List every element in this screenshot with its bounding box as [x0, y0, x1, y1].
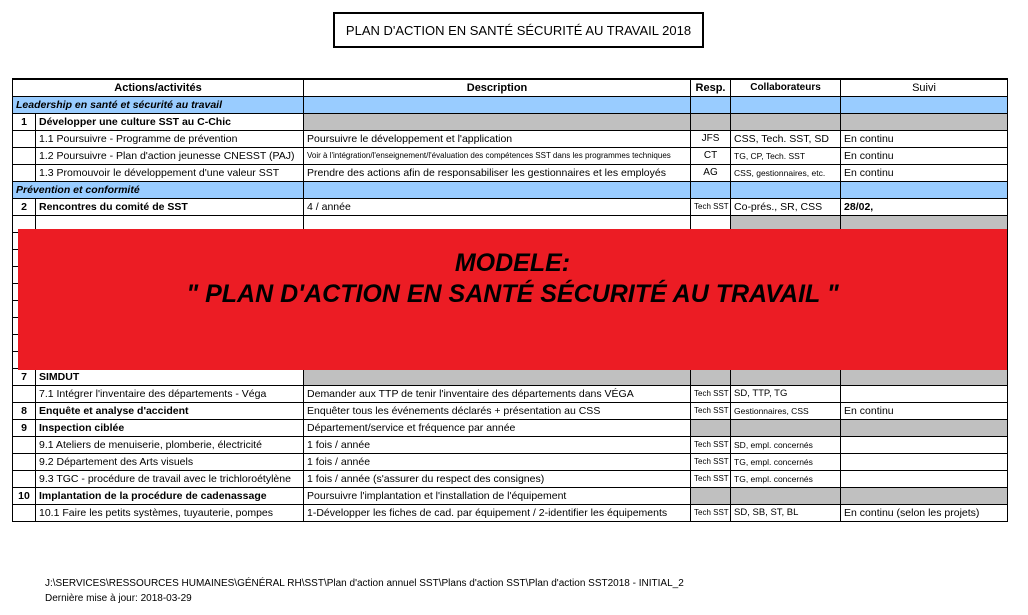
row-number: 9 — [13, 420, 36, 437]
resp-cell: Tech SST — [691, 386, 731, 403]
action-cell: 1.3 Promouvoir le développement d'une valeur SST — [36, 165, 304, 182]
row-number: 1 — [13, 114, 36, 131]
header-suivi: Suivi — [841, 79, 1008, 97]
collab-cell: CSS, gestionnaires, etc. — [731, 165, 841, 182]
table-row — [13, 131, 1008, 148]
row-number: 10 — [13, 488, 36, 505]
action-cell: 9.3 TGC - procédure de travail avec le trichloroétylène — [36, 471, 304, 488]
document-title: PLAN D'ACTION EN SANTÉ SÉCURITÉ AU TRAVAIL 2018 — [333, 12, 704, 48]
footer-file-path: J:\SERVICES\RESSOURCES HUMAINES\GÉNÉRAL RH\SST\Plan d'action annuel SST\Plans d'action SST\Plan d'action SST2018 - INITIAL_2 — [45, 578, 684, 589]
overlay-line-2: " PLAN D'ACTION EN SANTÉ SÉCURITÉ AU TRAVAIL " — [186, 280, 839, 308]
resp-cell: Tech SST — [691, 454, 731, 471]
description-cell: Demander aux TTP de tenir l'inventaire des départements dans VÉGA — [304, 386, 691, 403]
description-cell: Prendre des actions afin de responsabiliser les gestionnaires et les employés — [304, 165, 691, 182]
resp-cell: Tech SST — [691, 199, 731, 216]
header-actions: Actions/activités — [13, 79, 304, 97]
table-row — [13, 471, 1008, 488]
table-row — [13, 454, 1008, 471]
table-row — [13, 420, 1008, 437]
resp-cell: JFS — [691, 131, 731, 148]
description-cell: Poursuivre le développement et l'application — [304, 131, 691, 148]
action-cell: 1.2 Poursuivre - Plan d'action jeunesse CNESST (PAJ) — [36, 148, 304, 165]
action-cell: Développer une culture SST au C-Chic — [36, 114, 304, 131]
suivi-cell: En continu — [841, 403, 1008, 420]
section-prevention: Prévention et conformité — [13, 182, 304, 199]
action-cell: Implantation de la procédure de cadenassage — [36, 488, 304, 505]
action-cell: 9.1 Ateliers de menuiserie, plomberie, électricité — [36, 437, 304, 454]
action-cell: 9.2 Département des Arts visuels — [36, 454, 304, 471]
suivi-cell: En continu — [841, 131, 1008, 148]
action-cell: Inspection ciblée — [36, 420, 304, 437]
description-cell: 1-Développer les fiches de cad. par équipement / 2-identifier les équipements — [304, 505, 691, 522]
suivi-cell: En continu (selon les projets) — [841, 505, 1008, 522]
description-cell: 4 / année — [304, 199, 691, 216]
action-cell: 10.1 Faire les petits systèmes, tuyauterie, pompes — [36, 505, 304, 522]
section-row — [13, 97, 1008, 114]
table-row — [13, 488, 1008, 505]
table-row — [13, 403, 1008, 420]
collab-cell: TG, empl. concernés — [731, 471, 841, 488]
resp-cell: Tech SST — [691, 437, 731, 454]
suivi-cell: En continu — [841, 148, 1008, 165]
description-cell: 1 fois / année — [304, 454, 691, 471]
collab-cell: Gestionnaires, CSS — [731, 403, 841, 420]
table-header-row — [13, 79, 1008, 97]
collab-cell: TG, empl. concernés — [731, 454, 841, 471]
collab-cell: SD, TTP, TG — [731, 386, 841, 403]
description-cell: Département/service et fréquence par année — [304, 420, 691, 437]
description-cell: 1 fois / année (s'assurer du respect des consignes) — [304, 471, 691, 488]
resp-cell: Tech SST — [691, 505, 731, 522]
description-cell: Enquêter tous les événements déclarés + présentation au CSS — [304, 403, 691, 420]
header-resp: Resp. — [691, 79, 731, 97]
header-collaborateurs: Collaborateurs — [731, 79, 841, 97]
table-row — [13, 148, 1008, 165]
collab-cell: SD, empl. concernés — [731, 437, 841, 454]
suivi-cell: 28/02, — [841, 199, 1008, 216]
table-row — [13, 165, 1008, 182]
table-row — [13, 114, 1008, 131]
collab-cell: CSS, Tech. SST, SD — [731, 131, 841, 148]
action-cell: SIMDUT — [36, 369, 304, 386]
resp-cell: Tech SST — [691, 403, 731, 420]
table-row — [13, 369, 1008, 386]
resp-cell: CT — [691, 148, 731, 165]
resp-cell: Tech SST — [691, 471, 731, 488]
resp-cell: AG — [691, 165, 731, 182]
action-cell: 1.1 Poursuivre - Programme de prévention — [36, 131, 304, 148]
overlay-line-1: MODELE: — [454, 249, 571, 277]
action-cell: Rencontres du comité de SST — [36, 199, 304, 216]
table-row — [13, 386, 1008, 403]
collab-cell: Co-prés., SR, CSS — [731, 199, 841, 216]
table-row — [13, 437, 1008, 454]
footer-last-update: Dernière mise à jour: 2018-03-29 — [45, 593, 192, 604]
action-cell: Enquête et analyse d'accident — [36, 403, 304, 420]
action-cell: 7.1 Intégrer l'inventaire des départements - Véga — [36, 386, 304, 403]
header-description: Description — [304, 79, 691, 97]
table-row — [13, 505, 1008, 522]
row-number: 2 — [13, 199, 36, 216]
row-number: 8 — [13, 403, 36, 420]
row-number: 7 — [13, 369, 36, 386]
description-cell: Voir à l'intégration/l'enseignement/l'évaluation des compétences SST dans les programmes techniques — [304, 148, 691, 165]
collab-cell: TG, CP, Tech. SST — [731, 148, 841, 165]
description-cell: 1 fois / année — [304, 437, 691, 454]
section-leadership: Leadership en santé et sécurité au travail — [13, 97, 304, 114]
table-row — [13, 199, 1008, 216]
template-overlay-banner — [18, 229, 1007, 370]
section-row — [13, 182, 1008, 199]
collab-cell: SD, SB, ST, BL — [731, 505, 841, 522]
description-cell: Poursuivre l'implantation et l'installation de l'équipement — [304, 488, 691, 505]
suivi-cell: En continu — [841, 165, 1008, 182]
